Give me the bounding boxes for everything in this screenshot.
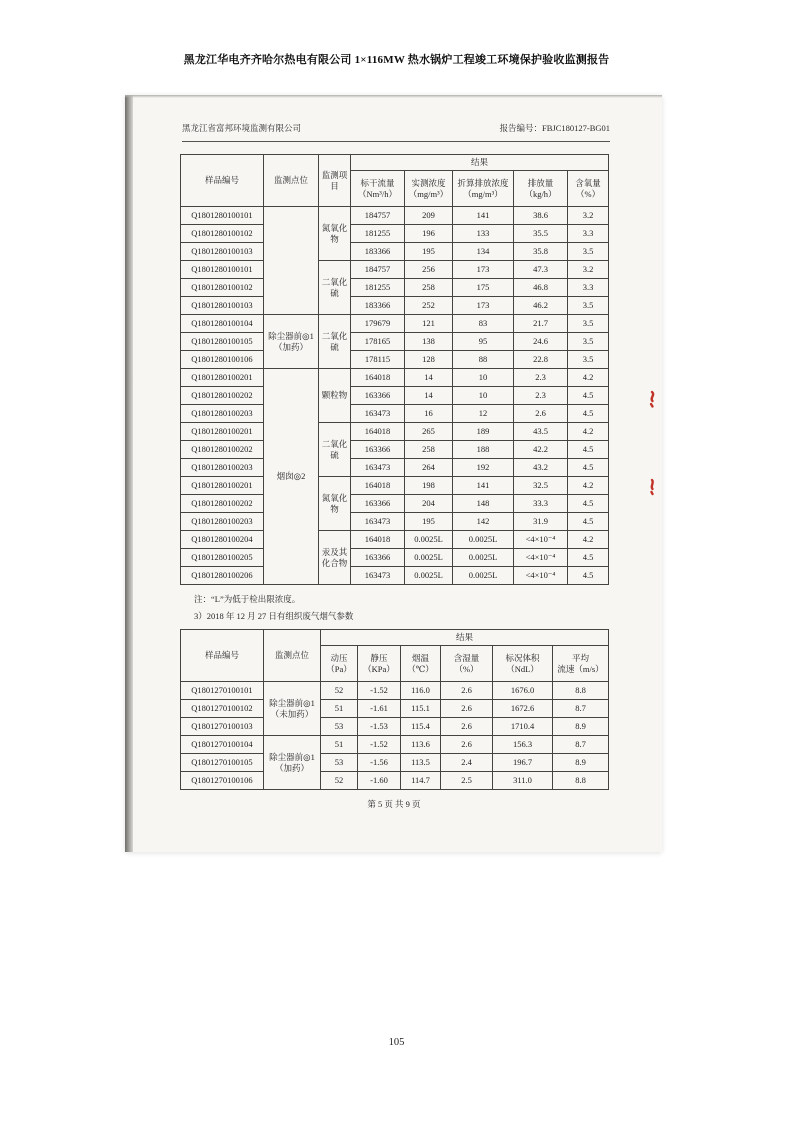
value-cell: 113.5	[401, 754, 441, 772]
sample-id-cell: Q1801280100202	[181, 495, 264, 513]
value-cell: 32.5	[514, 477, 568, 495]
value-cell: 128	[405, 351, 453, 369]
table-row	[181, 718, 609, 736]
value-cell: 163473	[351, 567, 405, 585]
value-cell: 163473	[351, 405, 405, 423]
red-stamp-mark-icon	[646, 390, 658, 416]
table-row	[181, 441, 609, 459]
value-cell: -1.52	[358, 736, 401, 754]
value-cell: 12	[453, 405, 514, 423]
table-row	[181, 423, 609, 441]
col-standard-volume: 标况体积 （NdL）	[493, 646, 553, 682]
table-row	[181, 700, 609, 718]
sample-id-cell: Q1801280100203	[181, 513, 264, 531]
value-cell: 134	[453, 243, 514, 261]
sample-id-cell: Q1801270100106	[181, 772, 264, 790]
sample-id-cell: Q1801280100206	[181, 567, 264, 585]
item-cell: 二氧化硫	[319, 423, 351, 477]
col-monitor-item: 监测项目	[319, 155, 351, 207]
value-cell: 3.5	[568, 333, 609, 351]
sample-id-cell: Q1801280100204	[181, 531, 264, 549]
value-cell: 4.5	[568, 567, 609, 585]
sample-id-cell: Q1801280100202	[181, 387, 264, 405]
sample-id-cell: Q1801280100203	[181, 459, 264, 477]
col-emission-rate: 排放量 （kg/h）	[514, 171, 568, 207]
value-cell: 0.0025L	[453, 567, 514, 585]
value-cell: 4.2	[568, 369, 609, 387]
table-row	[181, 531, 609, 549]
col-result-group: 结果	[321, 630, 609, 646]
item-cell: 汞及其化合物	[319, 531, 351, 585]
value-cell: 164018	[351, 423, 405, 441]
sample-id-cell: Q1801280100103	[181, 243, 264, 261]
section-heading: 3）2018 年 12 月 27 日有组织废气烟气参数	[194, 611, 354, 621]
value-cell: 38.6	[514, 207, 568, 225]
col-moisture: 含湿量 （%）	[441, 646, 493, 682]
value-cell: 88	[453, 351, 514, 369]
value-cell: 163473	[351, 513, 405, 531]
value-cell: 156.3	[493, 736, 553, 754]
table-row	[181, 351, 609, 369]
value-cell: 4.5	[568, 549, 609, 567]
sample-id-cell: Q1801280100106	[181, 351, 264, 369]
value-cell: 21.7	[514, 315, 568, 333]
value-cell: 47.3	[514, 261, 568, 279]
value-cell: 138	[405, 333, 453, 351]
value-cell: 95	[453, 333, 514, 351]
table-row	[181, 369, 609, 387]
value-cell: 10	[453, 369, 514, 387]
value-cell: 52	[321, 772, 358, 790]
col-converted-conc: 折算排放浓度 （mg/m³）	[453, 171, 514, 207]
value-cell: 3.2	[568, 207, 609, 225]
sample-id-cell: Q1801280100103	[181, 297, 264, 315]
value-cell: 3.3	[568, 225, 609, 243]
sample-id-cell: Q1801280100201	[181, 477, 264, 495]
value-cell: 35.8	[514, 243, 568, 261]
value-cell: 51	[321, 700, 358, 718]
table-header-row	[181, 630, 609, 646]
value-cell: 258	[405, 441, 453, 459]
value-cell: 2.3	[514, 369, 568, 387]
value-cell: 14	[405, 369, 453, 387]
value-cell: 142	[453, 513, 514, 531]
value-cell: 14	[405, 387, 453, 405]
value-cell: 163366	[351, 549, 405, 567]
value-cell: 114.7	[401, 772, 441, 790]
value-cell: 16	[405, 405, 453, 423]
value-cell: 204	[405, 495, 453, 513]
value-cell: 8.7	[553, 700, 609, 718]
sample-id-cell: Q1801270100103	[181, 718, 264, 736]
value-cell: 164018	[351, 531, 405, 549]
item-cell: 氮氧化物	[319, 207, 351, 261]
value-cell: 46.2	[514, 297, 568, 315]
value-cell: 115.1	[401, 700, 441, 718]
col-static-pressure: 静压 （KPa）	[358, 646, 401, 682]
document-page-number: 105	[388, 1037, 405, 1048]
value-cell: 8.7	[553, 736, 609, 754]
table-row	[181, 297, 609, 315]
value-cell: -1.53	[358, 718, 401, 736]
value-cell: 8.8	[553, 772, 609, 790]
value-cell: 4.5	[568, 387, 609, 405]
col-sample-id: 样品编号	[181, 630, 264, 682]
value-cell: 252	[405, 297, 453, 315]
value-cell: 4.5	[568, 513, 609, 531]
table-row	[181, 279, 609, 297]
table-row	[181, 333, 609, 351]
table-row	[181, 513, 609, 531]
value-cell: 10	[453, 387, 514, 405]
value-cell: 0.0025L	[405, 549, 453, 567]
value-cell: 196.7	[493, 754, 553, 772]
value-cell: 163366	[351, 441, 405, 459]
value-cell: 2.6	[441, 682, 493, 700]
value-cell: 1710.4	[493, 718, 553, 736]
point-cell: 烟囱◎2	[264, 369, 319, 585]
value-cell: 4.5	[568, 459, 609, 477]
value-cell: 4.5	[568, 405, 609, 423]
table-row	[181, 225, 609, 243]
col-dynamic-pressure: 动压 （Pa）	[321, 646, 358, 682]
table-row	[181, 682, 609, 700]
table-row	[181, 567, 609, 585]
report-number: 报告编号：FBJC180127-BG01	[499, 123, 610, 133]
value-cell: 178115	[351, 351, 405, 369]
sample-id-cell: Q1801270100102	[181, 700, 264, 718]
col-flue-temp: 烟温 （℃）	[401, 646, 441, 682]
value-cell: 141	[453, 477, 514, 495]
col-flow: 标干流量 （Nm³/h）	[351, 171, 405, 207]
document-title: 黑龙江华电齐齐哈尔热电有限公司 1×116MW 热水锅炉工程竣工环境保护验收监测报告	[183, 54, 610, 66]
item-cell: 二氧化硫	[319, 315, 351, 369]
table-row	[181, 495, 609, 513]
point-cell	[264, 207, 319, 315]
value-cell: <4×10⁻⁴	[514, 549, 568, 567]
value-cell: 184757	[351, 207, 405, 225]
value-cell: 0.0025L	[453, 531, 514, 549]
value-cell: 43.2	[514, 459, 568, 477]
sample-id-cell: Q1801280100104	[181, 315, 264, 333]
value-cell: 8.8	[553, 682, 609, 700]
value-cell: 195	[405, 243, 453, 261]
col-measured-conc: 实测浓度 （mg/m³）	[405, 171, 453, 207]
value-cell: 183366	[351, 297, 405, 315]
value-cell: 133	[453, 225, 514, 243]
value-cell: 113.6	[401, 736, 441, 754]
value-cell: 173	[453, 297, 514, 315]
value-cell: 4.2	[568, 477, 609, 495]
value-cell: 195	[405, 513, 453, 531]
value-cell: 265	[405, 423, 453, 441]
value-cell: 192	[453, 459, 514, 477]
value-cell: 3.2	[568, 261, 609, 279]
value-cell: 0.0025L	[405, 567, 453, 585]
value-cell: 31.9	[514, 513, 568, 531]
value-cell: 43.5	[514, 423, 568, 441]
table-row	[181, 387, 609, 405]
value-cell: 2.5	[441, 772, 493, 790]
value-cell: 2.6	[441, 736, 493, 754]
flue-gas-parameters-table	[180, 629, 609, 790]
value-cell: 52	[321, 682, 358, 700]
value-cell: 163366	[351, 387, 405, 405]
value-cell: 1676.0	[493, 682, 553, 700]
value-cell: 3.5	[568, 243, 609, 261]
value-cell: 179679	[351, 315, 405, 333]
table-note: 注：“L”为低于检出限浓度。	[194, 594, 301, 604]
sample-id-cell: Q1801280100105	[181, 333, 264, 351]
point-cell: 除尘器前◎1（未加药）	[264, 682, 321, 736]
value-cell: 188	[453, 441, 514, 459]
scan-top-shadow	[125, 95, 662, 98]
value-cell: 115.4	[401, 718, 441, 736]
value-cell: 42.2	[514, 441, 568, 459]
value-cell: 209	[405, 207, 453, 225]
sample-id-cell: Q1801270100101	[181, 682, 264, 700]
value-cell: 141	[453, 207, 514, 225]
value-cell: -1.60	[358, 772, 401, 790]
value-cell: 53	[321, 754, 358, 772]
table-row	[181, 736, 609, 754]
red-stamp-mark-icon	[646, 477, 658, 503]
value-cell: 0.0025L	[453, 549, 514, 567]
sample-id-cell: Q1801280100101	[181, 207, 264, 225]
value-cell: 3.5	[568, 315, 609, 333]
item-cell: 颗粒物	[319, 369, 351, 423]
value-cell: 4.2	[568, 531, 609, 549]
value-cell: 2.6	[514, 405, 568, 423]
col-monitor-point: 监测点位	[264, 630, 321, 682]
value-cell: 24.6	[514, 333, 568, 351]
sample-id-cell: Q1801280100102	[181, 279, 264, 297]
table-row	[181, 243, 609, 261]
value-cell: -1.56	[358, 754, 401, 772]
value-cell: 163473	[351, 459, 405, 477]
col-result-group: 结果	[351, 155, 609, 171]
emission-results-table	[180, 154, 609, 585]
scan-header	[182, 122, 610, 134]
scan-page-footer: 第 5 页 共 9 页	[367, 799, 421, 809]
table-row	[181, 261, 609, 279]
value-cell: 53	[321, 718, 358, 736]
sample-id-cell: Q1801280100201	[181, 423, 264, 441]
table-row	[181, 754, 609, 772]
value-cell: 33.3	[514, 495, 568, 513]
value-cell: 2.6	[441, 718, 493, 736]
value-cell: <4×10⁻⁴	[514, 531, 568, 549]
value-cell: 83	[453, 315, 514, 333]
table-row	[181, 207, 609, 225]
value-cell: 264	[405, 459, 453, 477]
header-rule	[182, 141, 610, 142]
value-cell: 198	[405, 477, 453, 495]
col-avg-velocity: 平均 流速（m/s）	[553, 646, 609, 682]
scanned-page	[125, 95, 662, 852]
value-cell: 8.9	[553, 754, 609, 772]
value-cell: 164018	[351, 477, 405, 495]
sample-id-cell: Q1801280100102	[181, 225, 264, 243]
table-row	[181, 477, 609, 495]
value-cell: 311.0	[493, 772, 553, 790]
value-cell: 2.3	[514, 387, 568, 405]
value-cell: 4.5	[568, 495, 609, 513]
value-cell: 2.6	[441, 700, 493, 718]
item-cell: 氮氧化物	[319, 477, 351, 531]
item-cell: 二氧化硫	[319, 261, 351, 315]
value-cell: 22.8	[514, 351, 568, 369]
sample-id-cell: Q1801280100203	[181, 405, 264, 423]
value-cell: 46.8	[514, 279, 568, 297]
scan-edge-shadow	[125, 95, 133, 852]
value-cell: 189	[453, 423, 514, 441]
point-cell: 除尘器前◎1（加药）	[264, 315, 319, 369]
col-monitor-point: 监测点位	[264, 155, 319, 207]
value-cell: 4.5	[568, 441, 609, 459]
value-cell: 51	[321, 736, 358, 754]
value-cell: 181255	[351, 225, 405, 243]
table-row	[181, 315, 609, 333]
table-row	[181, 405, 609, 423]
value-cell: 173	[453, 261, 514, 279]
value-cell: 8.9	[553, 718, 609, 736]
sample-id-cell: Q1801280100101	[181, 261, 264, 279]
table-row	[181, 459, 609, 477]
sample-id-cell: Q1801280100201	[181, 369, 264, 387]
value-cell: 196	[405, 225, 453, 243]
col-sample-id: 样品编号	[181, 155, 264, 207]
value-cell: 1672.6	[493, 700, 553, 718]
table-row	[181, 549, 609, 567]
value-cell: 183366	[351, 243, 405, 261]
value-cell: 181255	[351, 279, 405, 297]
value-cell: 0.0025L	[405, 531, 453, 549]
value-cell: 4.2	[568, 423, 609, 441]
value-cell: 3.3	[568, 279, 609, 297]
col-oxygen: 含氧量 （%）	[568, 171, 609, 207]
lab-company-name: 黑龙江省富邦环境监测有限公司	[182, 123, 302, 133]
value-cell: 35.5	[514, 225, 568, 243]
value-cell: 184757	[351, 261, 405, 279]
value-cell: 148	[453, 495, 514, 513]
value-cell: -1.61	[358, 700, 401, 718]
sample-id-cell: Q1801270100104	[181, 736, 264, 754]
table-header-row	[181, 155, 609, 171]
value-cell: 3.5	[568, 297, 609, 315]
sample-id-cell: Q1801280100205	[181, 549, 264, 567]
value-cell: 258	[405, 279, 453, 297]
sample-id-cell: Q1801270100105	[181, 754, 264, 772]
value-cell: 175	[453, 279, 514, 297]
value-cell: 116.0	[401, 682, 441, 700]
value-cell: 121	[405, 315, 453, 333]
point-cell: 除尘器前◎1（加药）	[264, 736, 321, 790]
value-cell: 178165	[351, 333, 405, 351]
value-cell: 163366	[351, 495, 405, 513]
table-row	[181, 772, 609, 790]
value-cell: 2.4	[441, 754, 493, 772]
sample-id-cell: Q1801280100202	[181, 441, 264, 459]
value-cell: 164018	[351, 369, 405, 387]
value-cell: <4×10⁻⁴	[514, 567, 568, 585]
value-cell: -1.52	[358, 682, 401, 700]
value-cell: 3.5	[568, 351, 609, 369]
value-cell: 256	[405, 261, 453, 279]
